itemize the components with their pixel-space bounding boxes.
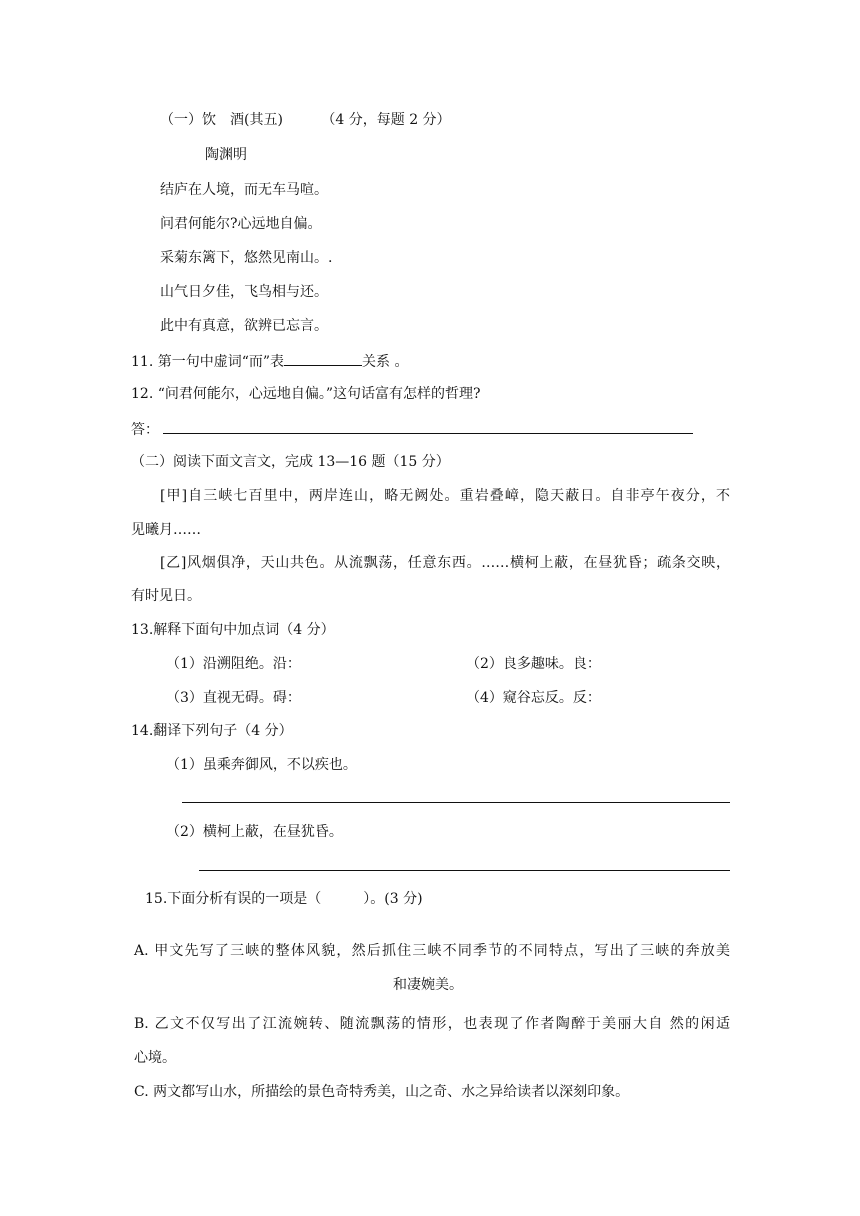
poem-author: 陶渊明	[205, 147, 247, 163]
answer-blank[interactable]	[284, 350, 362, 366]
option-c-line-1: C. 两文都写山水，所描绘的景色奇特秀美，山之奇、水之异给读者以深刻印象。	[134, 1084, 630, 1100]
passage-b-line-2: 有时见日。	[131, 588, 201, 604]
question-11-text: 11. 第一句中虚词“而”表	[131, 354, 285, 370]
question-11-suffix: 关系 。	[362, 354, 409, 370]
passage-a-line-1: [甲]自三峡七百里中，两岸连山，略无阙处。重岩叠嶂，隐天蔽日。自非亭午夜分，不	[160, 488, 730, 504]
question-11	[131, 350, 408, 372]
poem-line: 问君何能尔?心远地自偏。	[160, 216, 322, 232]
answer-line[interactable]	[163, 418, 693, 434]
poem-line: 采菊东篱下，悠然见南山。.	[160, 250, 333, 266]
question-14-item: （2）横柯上蔽，在昼犹昏。	[166, 824, 343, 840]
option-b-line-2: 心境。	[134, 1050, 176, 1066]
question-13-item: （1）沿溯阻绝。沿：	[166, 656, 301, 672]
poem-score: （4 分，每题 2 分）	[321, 112, 451, 128]
option-a-line-1: A. 甲文先写了三峡的整体风貌，然后抓住三峡不同季节的不同特点，写出了三峡的奔放美	[134, 943, 730, 959]
question-14-title: 14.翻译下列句子（4 分）	[131, 723, 293, 739]
question-12: 12. “问君何能尔，心远地自偏。”这句话富有怎样的哲理?	[131, 386, 481, 402]
poem-line: 山气日夕佳，飞鸟相与还。	[160, 284, 328, 300]
poem-title: （一）饮 酒(其五)	[160, 112, 283, 128]
question-14-item: （1）虽乘奔御风，不以疾也。	[166, 757, 357, 773]
question-13-item: （2）良多趣味。良：	[466, 656, 601, 672]
question-13-title: 13.解释下面句中加点词（4 分）	[131, 622, 335, 638]
poem-line: 结庐在人境，而无车马喧。	[160, 182, 328, 198]
question-13-item: （3）直视无碍。碍：	[166, 690, 301, 706]
option-a-line-2: 和凄婉美。	[393, 977, 463, 993]
poem-line: 此中有真意，欲辨已忘言。	[160, 318, 328, 334]
question-13-item: （4）窥谷忘反。反：	[466, 690, 601, 706]
section-2-heading: （二）阅读下面文言文，完成 13—16 题（15 分）	[131, 454, 450, 470]
option-b-line-1: B. 乙文不仅写出了江流婉转、随流飘荡的情形，也表现了作者陶醉于美丽大自 然的闲适	[134, 1016, 730, 1032]
poem-heading	[160, 110, 451, 130]
question-15-title: 15.下面分析有误的一项是（ ）。(3 分)	[145, 891, 423, 907]
answer-line[interactable]	[182, 802, 730, 803]
answer-label: 答：	[131, 422, 159, 438]
passage-a-line-2: 见曦月……	[131, 522, 201, 538]
passage-b-line-1: [乙]风烟俱净，天山共色。从流飘荡，任意东西。……横柯上蔽，在昼犹昏；疏条交映，	[160, 555, 730, 571]
answer-line[interactable]	[199, 870, 730, 871]
question-12-answer	[131, 418, 693, 440]
